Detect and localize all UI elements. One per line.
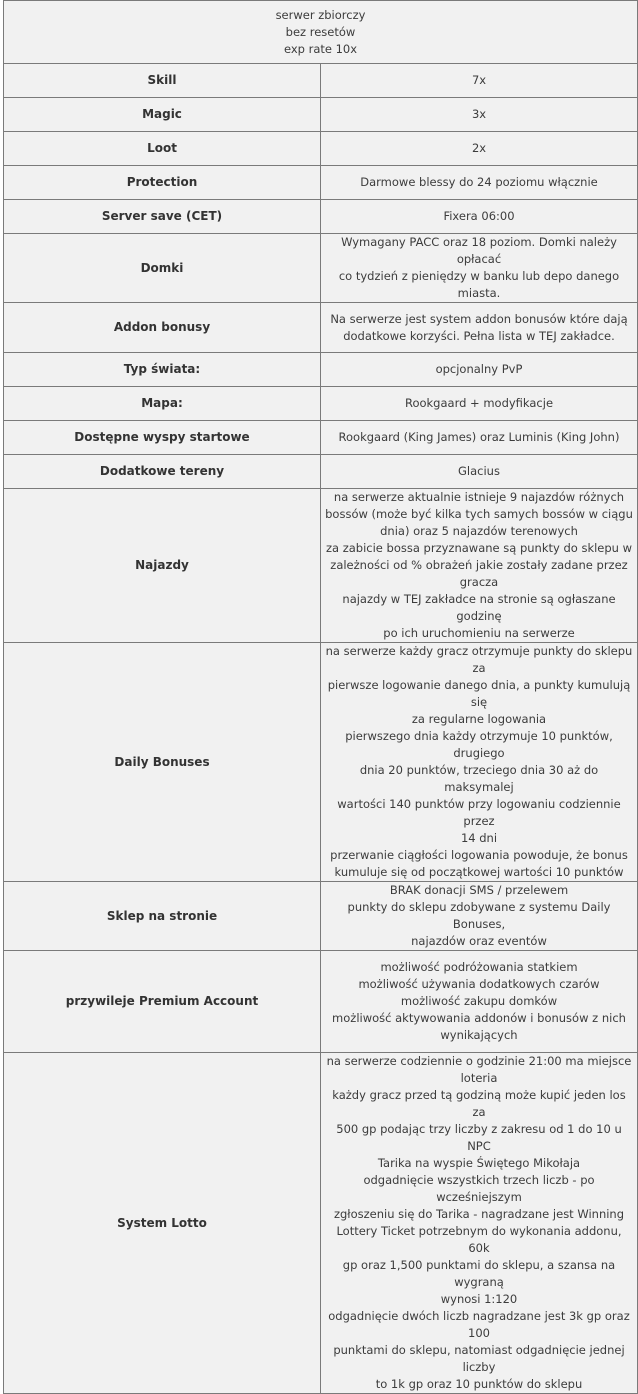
row-value — [321, 200, 638, 234]
table-row-najazdy — [4, 489, 638, 643]
value-line: Fixera 06:00 — [443, 209, 515, 223]
server-info-table — [3, 0, 638, 1394]
value-line: kumuluje się od początkowej wartości 10 punktów — [334, 865, 624, 879]
header-line: serwer zbiorczy — [275, 7, 366, 22]
row-label: Dostępne wyspy startowe — [4, 421, 321, 455]
value-line: 3x — [471, 107, 487, 121]
table-row-protection — [4, 166, 638, 200]
row-value — [321, 303, 638, 353]
value-line: dnia) oraz 5 najazdów terenowych — [380, 524, 578, 538]
row-value — [321, 455, 638, 489]
value-line: punktami do sklepu, natomiast odgadnięcie jednej liczby — [333, 1343, 625, 1374]
row-value — [321, 643, 638, 882]
value-line: pierwszego dnia każdy otrzymuje 10 punktów, drugiego — [345, 729, 613, 760]
row-value — [321, 166, 638, 200]
value-line: dnia 20 punktów, trzeciego dnia 30 aż do maksymalej — [359, 763, 599, 794]
value-line: Wymagany PACC oraz 18 poziom. Domki należy opłacać — [341, 235, 617, 266]
value-line: możliwość aktywowania addonów i bonusów z nich — [332, 1011, 626, 1025]
row-label: Magic — [4, 98, 321, 132]
value-line: Rookgaard (King James) oraz Luminis (King John) — [338, 430, 620, 444]
header-line: exp rate 10x — [283, 41, 358, 56]
value-line: gp oraz 1,500 punktami do sklepu, a szansa na wygraną — [342, 1258, 616, 1289]
table-row-server-save — [4, 200, 638, 234]
value-line: po ich uruchomieniu na serwerze — [383, 626, 575, 640]
row-label: Addon bonusy — [4, 303, 321, 353]
row-label: Protection — [4, 166, 321, 200]
value-line: Lottery Ticket potrzebnym do wykonania addonu, 60k — [336, 1224, 622, 1255]
value-line: wynikających — [440, 1028, 518, 1042]
value-line: zgłoszeniu się do Tarika - nagradzane jest Winning — [333, 1207, 625, 1221]
value-line: 14 dni — [460, 831, 498, 845]
value-line: za zabicie bossa przyznawane są punkty do sklepu w — [325, 541, 633, 555]
value-line: bossów (może być kilka tych samych bossów w ciągu — [325, 507, 633, 521]
value-line: wynosi 1:120 — [440, 1292, 518, 1306]
value-line: Rookgaard + modyfikacje — [404, 396, 554, 410]
table-row-sklep — [4, 882, 638, 951]
value-line: na serwerze każdy gracz otrzymuje punkty do sklepu za — [325, 644, 633, 675]
row-value — [321, 1053, 638, 1394]
value-line: na serwerze aktualnie istnieje 9 najazdów różnych — [333, 490, 625, 504]
value-line: to 1k gp oraz 10 punktów do sklepu — [375, 1377, 583, 1391]
value-line: opcjonalny PvP — [435, 362, 523, 376]
table-row-system-lotto — [4, 1053, 638, 1394]
row-label: Typ świata: — [4, 353, 321, 387]
table-row-typ-swiata — [4, 353, 638, 387]
value-line: Na serwerze jest system addon bonusów które dają — [330, 311, 628, 326]
value-line: dodatkowe korzyści. Pełna lista w TEJ zakładce. — [343, 328, 615, 343]
table-row-loot — [4, 132, 638, 166]
row-label: Najazdy — [4, 489, 321, 643]
value-line: 500 gp podając trzy liczby z zakresu od 1 do 10 u NPC — [336, 1122, 622, 1153]
row-label: Sklep na stronie — [4, 882, 321, 951]
table-row-premium-account — [4, 951, 638, 1053]
header-line: bez resetów — [285, 24, 356, 39]
row-label: Skill — [4, 64, 321, 98]
value-line: na serwerze codziennie o godzinie 21:00 ma miejsce — [326, 1054, 632, 1068]
row-label: Loot — [4, 132, 321, 166]
table-row-daily-bonuses — [4, 643, 638, 882]
table-row-mapa — [4, 387, 638, 421]
row-value — [321, 421, 638, 455]
row-value — [321, 489, 638, 643]
value-line: Darmowe blessy do 24 poziomu włącznie — [360, 175, 598, 189]
header-row — [4, 1, 638, 64]
table-row-domki — [4, 234, 638, 303]
value-line: każdy gracz przed tą godziną może kupić jeden los za — [332, 1088, 626, 1119]
row-value — [321, 882, 638, 951]
value-line: wartości 140 punktów przy logowaniu codziennie przez — [337, 797, 621, 828]
table-row-addon-bonusy — [4, 303, 638, 353]
value-line: 2x — [471, 141, 487, 155]
value-line: gracza — [459, 575, 499, 589]
row-value — [321, 98, 638, 132]
value-line: najazdów oraz eventów — [411, 934, 547, 948]
row-value — [321, 951, 638, 1053]
value-line: Tarika na wyspie Świętego Mikołaja — [377, 1156, 581, 1170]
row-value — [321, 387, 638, 421]
row-label: System Lotto — [4, 1053, 321, 1394]
row-value — [321, 353, 638, 387]
row-label: Dodatkowe tereny — [4, 455, 321, 489]
row-label: Server save (CET) — [4, 200, 321, 234]
value-line: Glacius — [458, 464, 500, 478]
value-line: najazdy w TEJ zakładce na stronie są ogłaszane godzinę — [342, 592, 616, 623]
table-row-skill — [4, 64, 638, 98]
value-line: możliwość używania dodatkowych czarów — [358, 977, 600, 991]
row-label: Daily Bonuses — [4, 643, 321, 882]
value-line: punkty do sklepu zdobywane z systemu Daily Bonuses, — [347, 900, 611, 931]
value-line: możliwość podróżowania statkiem — [380, 960, 578, 974]
value-line: za regularne logowania — [411, 712, 547, 726]
header-cell — [4, 1, 638, 64]
value-line: loteria — [460, 1071, 498, 1085]
value-line: BRAK donacji SMS / przelewem — [389, 883, 569, 897]
row-value — [321, 64, 638, 98]
value-line: odgadnięcie wszystkich trzech liczb - po wcześniejszym — [363, 1173, 595, 1204]
row-value — [321, 234, 638, 303]
table-row-dodatkowe-tereny — [4, 455, 638, 489]
value-line: pierwsze logowanie danego dnia, a punkty kumulują się — [327, 678, 631, 709]
table-row-wyspy-startowe — [4, 421, 638, 455]
table-row-magic — [4, 98, 638, 132]
value-line: odgadnięcie dwóch liczb nagradzane jest 3k gp oraz 100 — [328, 1309, 630, 1340]
row-label: Mapa: — [4, 387, 321, 421]
value-line: możliwość zakupu domków — [400, 994, 558, 1008]
row-value — [321, 132, 638, 166]
row-label: Domki — [4, 234, 321, 303]
value-line: 7x — [471, 73, 487, 87]
value-line: przerwanie ciągłości logowania powoduje, że bonus — [330, 848, 628, 862]
value-line: zależności od % obrażeń jakie zostały zadane przez — [330, 558, 628, 572]
row-label: przywileje Premium Account — [4, 951, 321, 1053]
value-line: co tydzień z pieniędzy w banku lub depo danego miasta. — [338, 269, 620, 300]
